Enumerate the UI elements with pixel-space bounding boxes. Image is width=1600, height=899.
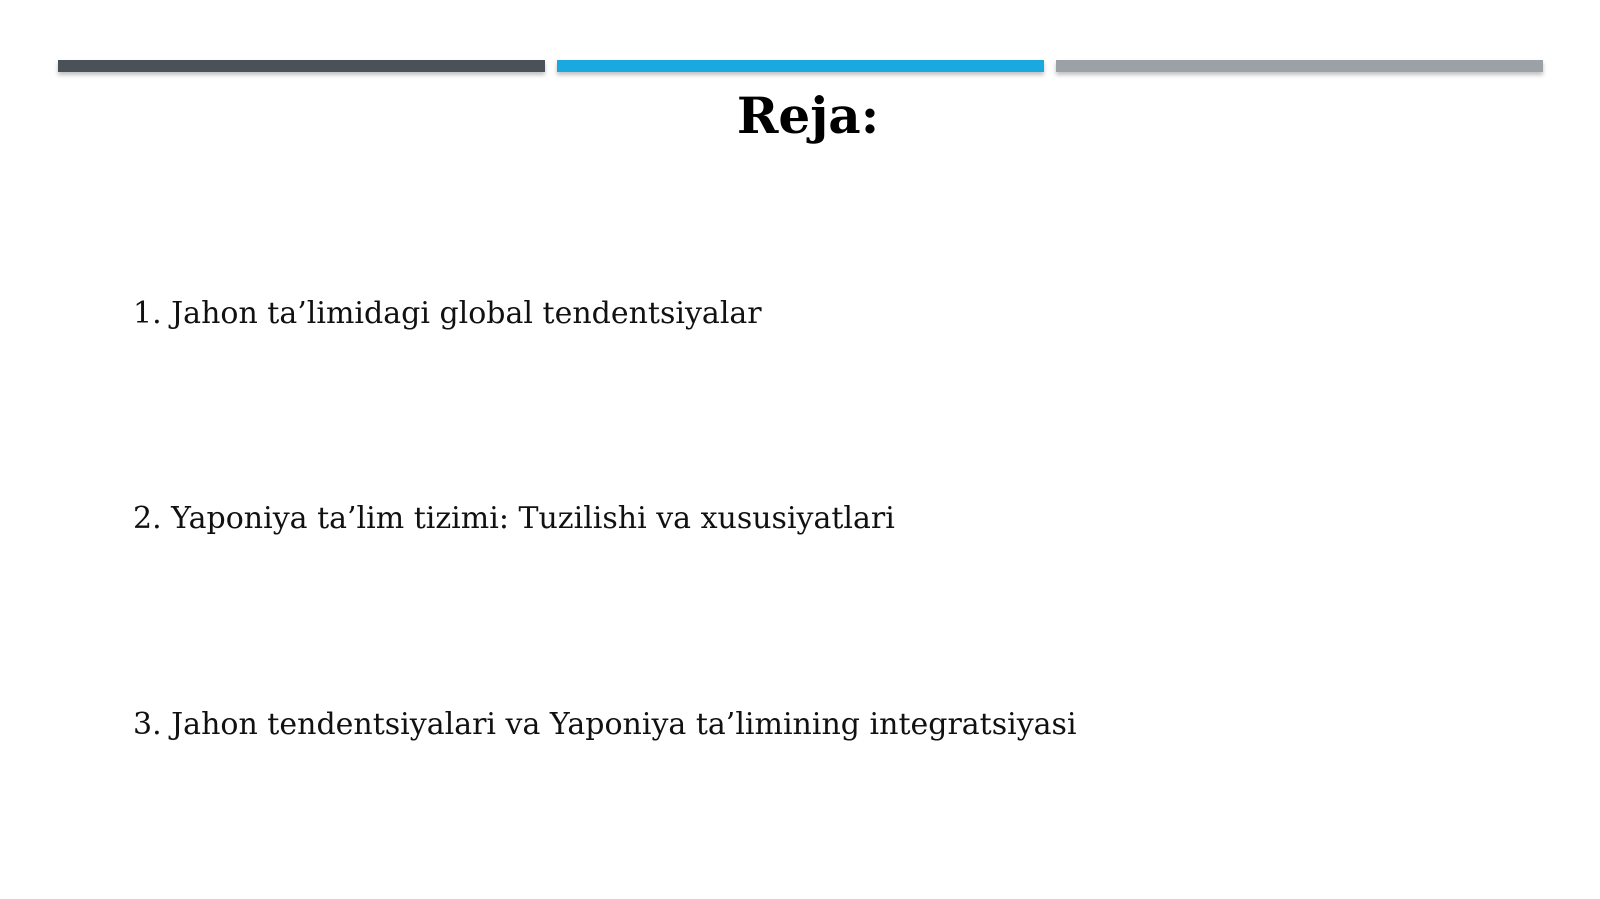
plan-item-1: 1. Jahon ta’limidagi global tendentsiyalar <box>133 296 762 331</box>
plan-item-3: 3. Jahon tendentsiyalari va Yaponiya ta’limining integratsiyasi <box>133 707 1077 742</box>
header-bar-blue <box>557 60 1044 72</box>
header-bar-gray <box>1056 60 1543 72</box>
slide-title: Reja: <box>736 86 880 145</box>
header-bar-dark <box>58 60 545 72</box>
plan-item-2: 2. Yaponiya ta’lim tizimi: Tuzilishi va xususiyatlari <box>133 501 895 536</box>
